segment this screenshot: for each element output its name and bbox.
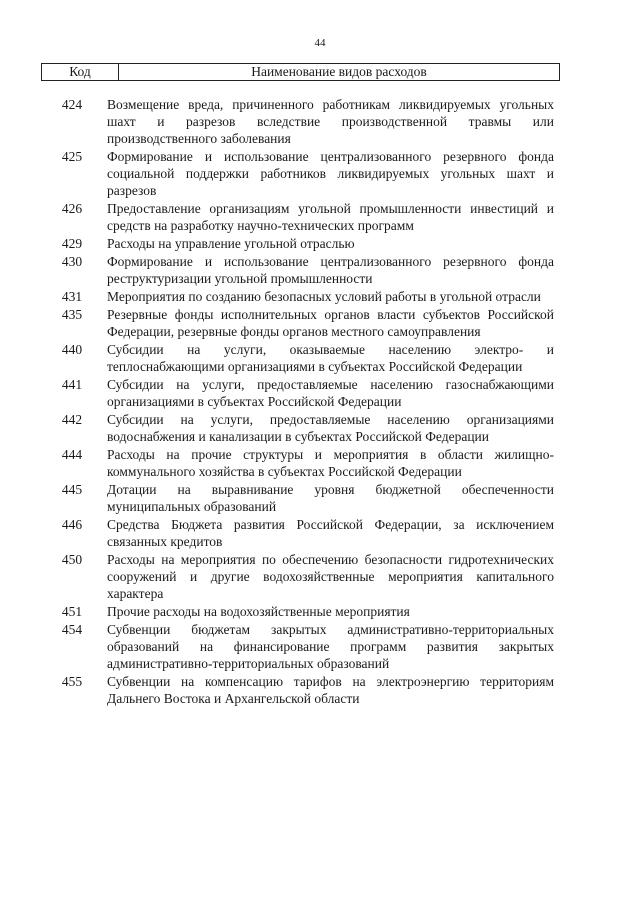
row-description: Резервные фонды исполнительных органов власти субъектов Российской Федерации, резервные фонды органов местного самоуправления [107, 307, 554, 339]
row-description: Возмещение вреда, причиненного работникам ликвидируемых угольных шахт и разрезов вследствие производственной травмы или производственного заболевания [107, 97, 554, 146]
row-code: 425 [61, 149, 83, 164]
table-row [0, 306, 640, 340]
table-row [0, 481, 640, 515]
row-description: Расходы на управление угольной отраслью [107, 236, 355, 251]
row-description: Формирование и использование централизованного резервного фонда реструктуризации угольной промышленности [107, 254, 554, 286]
row-code: 429 [61, 236, 83, 251]
table-row [0, 603, 640, 620]
table-row [0, 551, 640, 602]
table-row [0, 235, 640, 252]
row-code: 441 [61, 377, 83, 392]
table-row [0, 516, 640, 550]
row-description: Средства Бюджета развития Российской Федерации, за исключением связанных кредитов [107, 517, 554, 549]
code-column-header: Код [42, 64, 119, 80]
row-description: Формирование и использование централизованного резервного фонда социальной поддержки работников ликвидируемых угольных шахт и разрезов [107, 149, 554, 198]
table-row [0, 446, 640, 480]
row-description: Расходы на прочие структуры и мероприятия в области жилищно-коммунального хозяйства в субъектах Российской Федерации [107, 447, 554, 479]
row-code: 440 [61, 342, 83, 357]
row-code: 445 [61, 482, 83, 497]
table-row [0, 148, 640, 199]
table-row [0, 376, 640, 410]
row-code: 444 [61, 447, 83, 462]
row-code: 430 [61, 254, 83, 269]
table-row [0, 200, 640, 234]
row-description: Расходы на мероприятия по обеспечению безопасности гидротехнических сооружений и другие водохозяйственные мероприятия капитального характера [107, 552, 554, 601]
table-row [0, 288, 640, 305]
table-row [0, 621, 640, 672]
row-description: Мероприятия по созданию безопасных условий работы в угольной отрасли [107, 289, 541, 304]
row-code: 424 [61, 97, 83, 112]
row-code: 442 [61, 412, 83, 427]
table-header [41, 63, 560, 81]
table-row [0, 253, 640, 287]
table-row [0, 673, 640, 707]
row-code: 431 [61, 289, 83, 304]
row-code: 426 [61, 201, 83, 216]
row-description: Предоставление организациям угольной промышленности инвестиций и средств на разработку научно-технических программ [107, 201, 554, 233]
row-code: 454 [61, 622, 83, 637]
row-code: 450 [61, 552, 83, 567]
row-description: Субсидии на услуги, предоставляемые населению организациями водоснабжения и канализации в субъектах Российской Федерации [107, 412, 554, 444]
table-row [0, 341, 640, 375]
row-description: Прочие расходы на водохозяйственные мероприятия [107, 604, 410, 619]
expense-list [0, 96, 640, 707]
row-code: 451 [61, 604, 83, 619]
table-row [0, 96, 640, 147]
row-description: Субвенции бюджетам закрытых административно-территориальных образований на финансирование программ развития закрытых административно-территориальных образований [107, 622, 554, 671]
row-code: 446 [61, 517, 83, 532]
row-description: Субвенции на компенсацию тарифов на электроэнергию территориям Дальнего Востока и Архангельской области [107, 674, 554, 706]
row-description: Дотации на выравнивание уровня бюджетной обеспеченности муниципальных образований [107, 482, 554, 514]
row-description: Субсидии на услуги, оказываемые населению электро- и теплоснабжающими организациями в субъектах Российской Федерации [107, 342, 554, 374]
row-description: Субсидии на услуги, предоставляемые населению газоснабжающими организациями в субъектах Российской Федерации [107, 377, 554, 409]
row-code: 435 [61, 307, 83, 322]
row-code: 455 [61, 674, 83, 689]
name-column-header: Наименование видов расходов [251, 64, 427, 79]
page-number: 44 [314, 37, 326, 49]
table-row [0, 411, 640, 445]
